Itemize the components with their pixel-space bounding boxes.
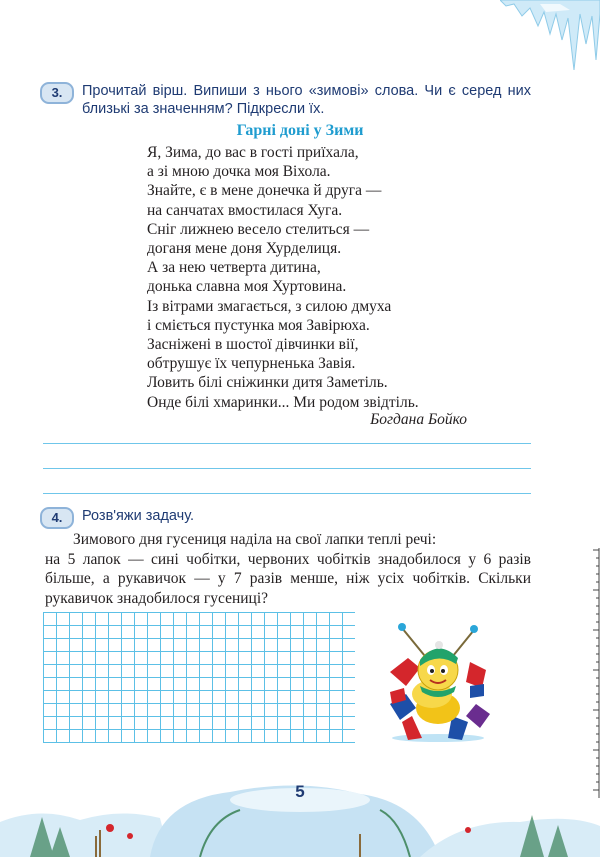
poem-line: Засніжені в шостої дівчинки вії, [147,336,359,354]
poem-line: Онде білі хмаринки... Ми родом звідтіль. [147,393,419,411]
answer-line[interactable] [43,493,531,494]
poem-line: донька славна моя Хуртовина. [147,278,347,296]
problem-text [45,530,531,608]
poem-line: Я, Зима, до вас в гості приїхала, [147,144,359,161]
task-4-header [40,507,531,529]
poem-line: Із вітрами змагається, з силою дмуха [147,297,392,315]
poem-line: а зі мною дочка моя Віхола. [147,163,331,181]
poem-line: обтрушує їх чепурненька Завія. [147,355,356,373]
task-3-number: 3. [40,82,74,104]
poem-line: Ловить білі сніжинки дитя Заметіль. [147,374,388,392]
answer-line[interactable] [43,443,531,444]
poem-line: і сміється пустунка моя Завірюха. [147,316,370,334]
poem-line: Сніг лижнею весело стелиться — [147,220,370,238]
caterpillar-illustration-icon [382,612,494,744]
poem-line: Знайте, є в мене донечка й друга — [147,182,382,200]
problem-rest: на 5 лапок — сині чобітки, червоних чобітків знадобилося у 6 разів більше, а рукавичок — у 7 разів менше, ніж усіх чобітків. Скільки рукавичок знадобилося гусениці? [45,550,531,607]
poem-line: доганя мене доня Хурделиця. [147,240,342,258]
poem-text [147,143,419,412]
icicles-decoration-icon [500,0,600,70]
task-4-instruction: Розв'яжи задачу. [82,508,195,524]
ruler-decoration [592,548,600,798]
poem-title: Гарні доні у Зими [236,122,364,139]
poem-author: Богдана Бойко [370,411,467,428]
problem-first-line: Зимового дня гусениця наділа на свої лапки теплі речі: [73,531,437,548]
answer-grid[interactable] [43,612,355,750]
task-3-header [40,82,531,118]
answer-line[interactable] [43,468,531,469]
task-3-instruction: Прочитай вірш. Випиши з нього «зимові» слова. Чи є серед них близькі за значенням? Підкресли їх. [82,83,531,117]
poem-line: на санчатах вмостилася Хуга. [147,201,343,219]
poem-line: А за нею четверта дитина, [147,259,321,277]
task-4-number: 4. [40,507,74,529]
page-number: 5 [295,782,305,801]
